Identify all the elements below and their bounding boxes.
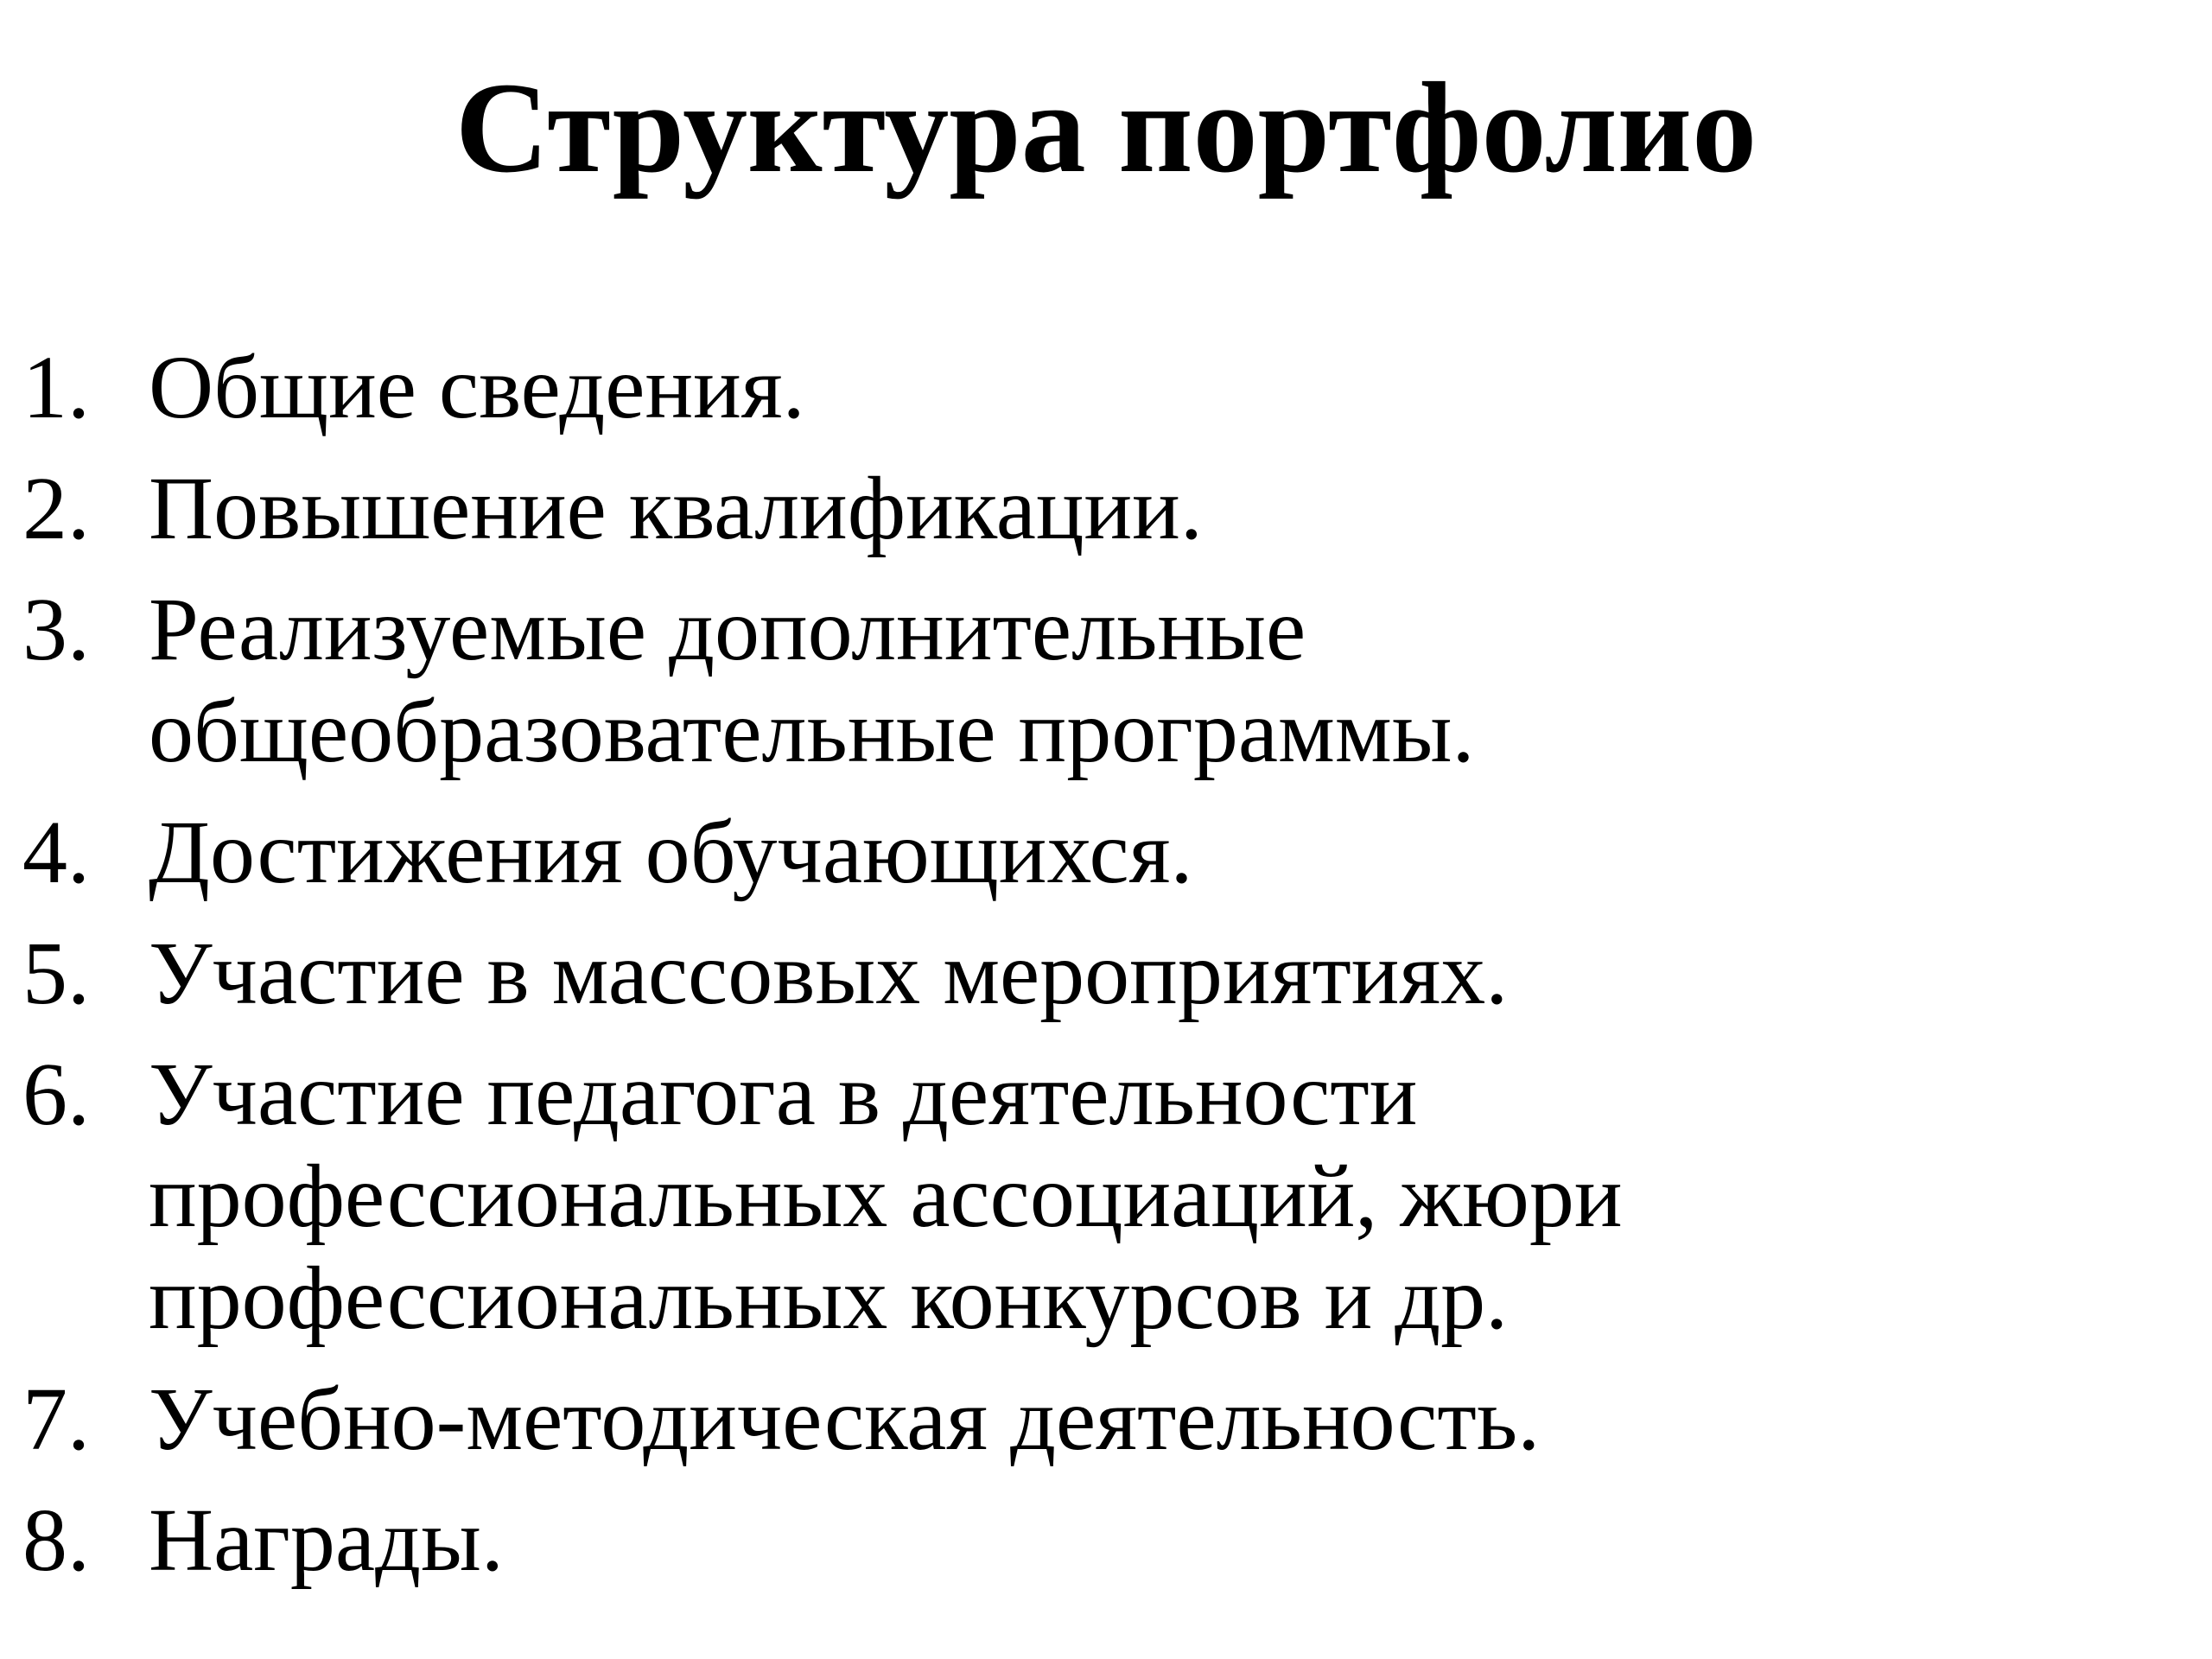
list-item-text: Участие в массовых мероприятиях. bbox=[149, 924, 1509, 1023]
list-item-number: 4. bbox=[22, 803, 90, 902]
list-item-number: 8. bbox=[22, 1491, 90, 1590]
list-item-text-line: общеобразовательные программы. bbox=[149, 682, 1475, 781]
list-item bbox=[0, 579, 2212, 783]
list-item-text-line: Реализуемые дополнительные bbox=[149, 580, 1306, 679]
list-item-text: Достижения обучающихся. bbox=[149, 803, 1193, 902]
list-item-text: Повышение квалификации. bbox=[149, 459, 1203, 558]
list-item-number: 1. bbox=[22, 338, 90, 437]
list-item bbox=[0, 923, 2212, 1025]
list-item-text-line: Участие педагога в деятельности bbox=[149, 1045, 1418, 1144]
slide-title: Структура портфолио bbox=[454, 56, 1758, 200]
list-item-text-line: профессиональных ассоциаций, жюри bbox=[149, 1147, 1623, 1246]
list-item bbox=[0, 458, 2212, 560]
list-item bbox=[0, 1044, 2212, 1350]
list-item-number: 2. bbox=[22, 459, 90, 558]
list-item-number: 5. bbox=[22, 924, 90, 1023]
portfolio-structure-list bbox=[0, 337, 2212, 1611]
list-item bbox=[0, 1490, 2212, 1592]
list-item bbox=[0, 802, 2212, 904]
list-item-text: Общие сведения. bbox=[149, 338, 805, 437]
list-item bbox=[0, 337, 2212, 439]
list-item-number: 3. bbox=[22, 580, 90, 679]
list-item-text-line: профессиональных конкурсов и др. bbox=[149, 1249, 1509, 1348]
list-item-text: Учебно-методическая деятельность. bbox=[149, 1370, 1541, 1469]
list-item-text: Награды. bbox=[149, 1491, 504, 1590]
list-item-number: 6. bbox=[22, 1045, 90, 1144]
list-item bbox=[0, 1369, 2212, 1471]
list-item-number: 7. bbox=[22, 1370, 90, 1469]
